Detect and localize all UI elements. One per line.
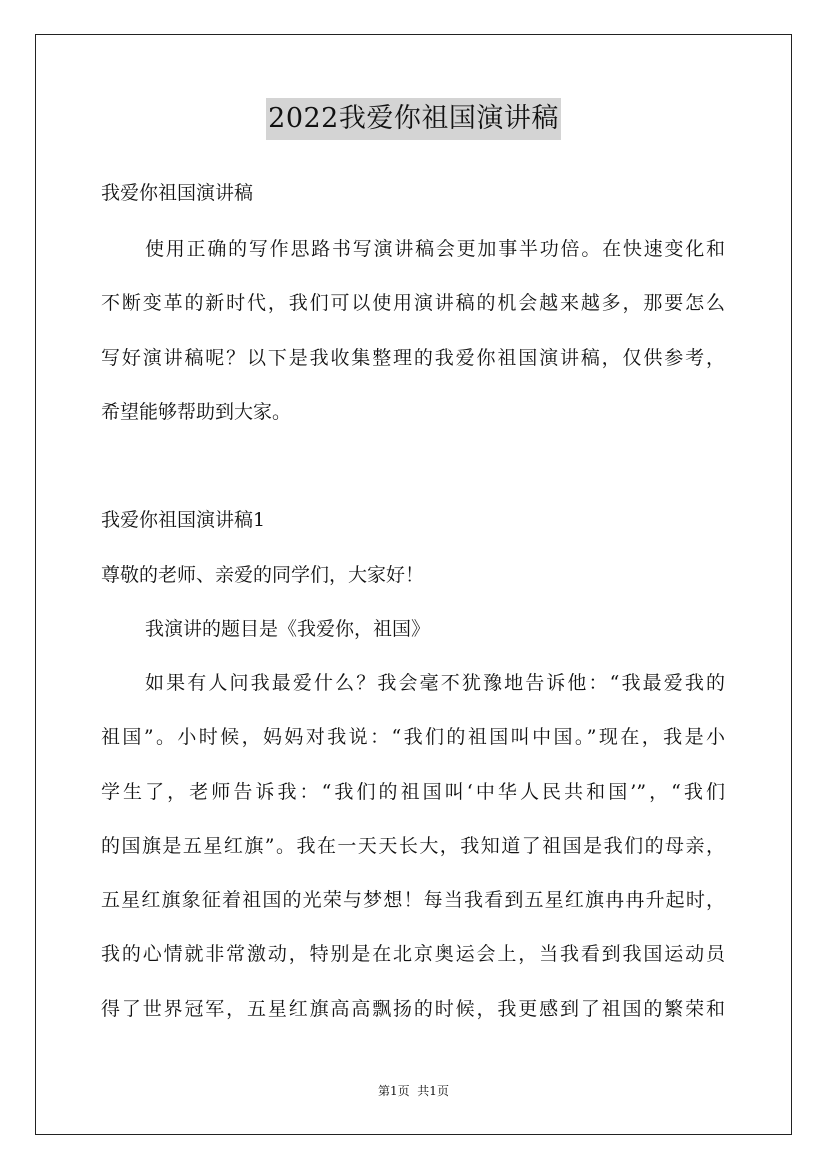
- title-block: [0, 98, 827, 140]
- intro-line-1: 使用正确的写作思路书写演讲稿会更加事半功倍。在快速变化和: [145, 238, 725, 260]
- intro-line-4: 希望能够帮助到大家。: [101, 401, 292, 423]
- body-line-7: 得了世界冠军，五星红旗高高飘扬的时候，我更感到了祖国的繁荣和: [101, 998, 725, 1020]
- section-heading: 我爱你祖国演讲稿1: [101, 509, 266, 531]
- topic-line: 我演讲的题目是《我爱你，祖国》: [145, 618, 431, 640]
- body-line-4: 的国旗是五星红旗”。我在一天天长大，我知道了祖国是我们的母亲，: [101, 835, 725, 857]
- document-subtitle: 我爱你祖国演讲稿: [101, 182, 254, 204]
- page-footer: 第1页 共1页: [378, 1084, 449, 1098]
- intro-line-2: 不断变革的新时代，我们可以使用演讲稿的机会越来越多，那要怎么: [101, 292, 725, 314]
- body-line-6: 我的心情就非常激动，特别是在北京奥运会上，当我看到我国运动员: [101, 943, 725, 965]
- document-title: 2022我爱你祖国演讲稿: [266, 98, 561, 140]
- intro-line-3: 写好演讲稿呢？以下是我收集整理的我爱你祖国演讲稿，仅供参考，: [101, 347, 725, 369]
- body-line-2: 祖国”。小时候，妈妈对我说：“我们的祖国叫中国。”现在，我是小: [101, 726, 725, 748]
- body-line-1: 如果有人问我最爱什么？我会毫不犹豫地告诉他：“我最爱我的: [145, 672, 725, 694]
- greeting-line: 尊敬的老师、亲爱的同学们，大家好！: [101, 564, 425, 586]
- body-line-3: 学生了，老师告诉我：“我们的祖国叫‘中华人民共和国’”，“我们: [101, 781, 725, 803]
- body-line-5: 五星红旗象征着祖国的光荣与梦想！每当我看到五星红旗冉冉升起时，: [101, 889, 725, 911]
